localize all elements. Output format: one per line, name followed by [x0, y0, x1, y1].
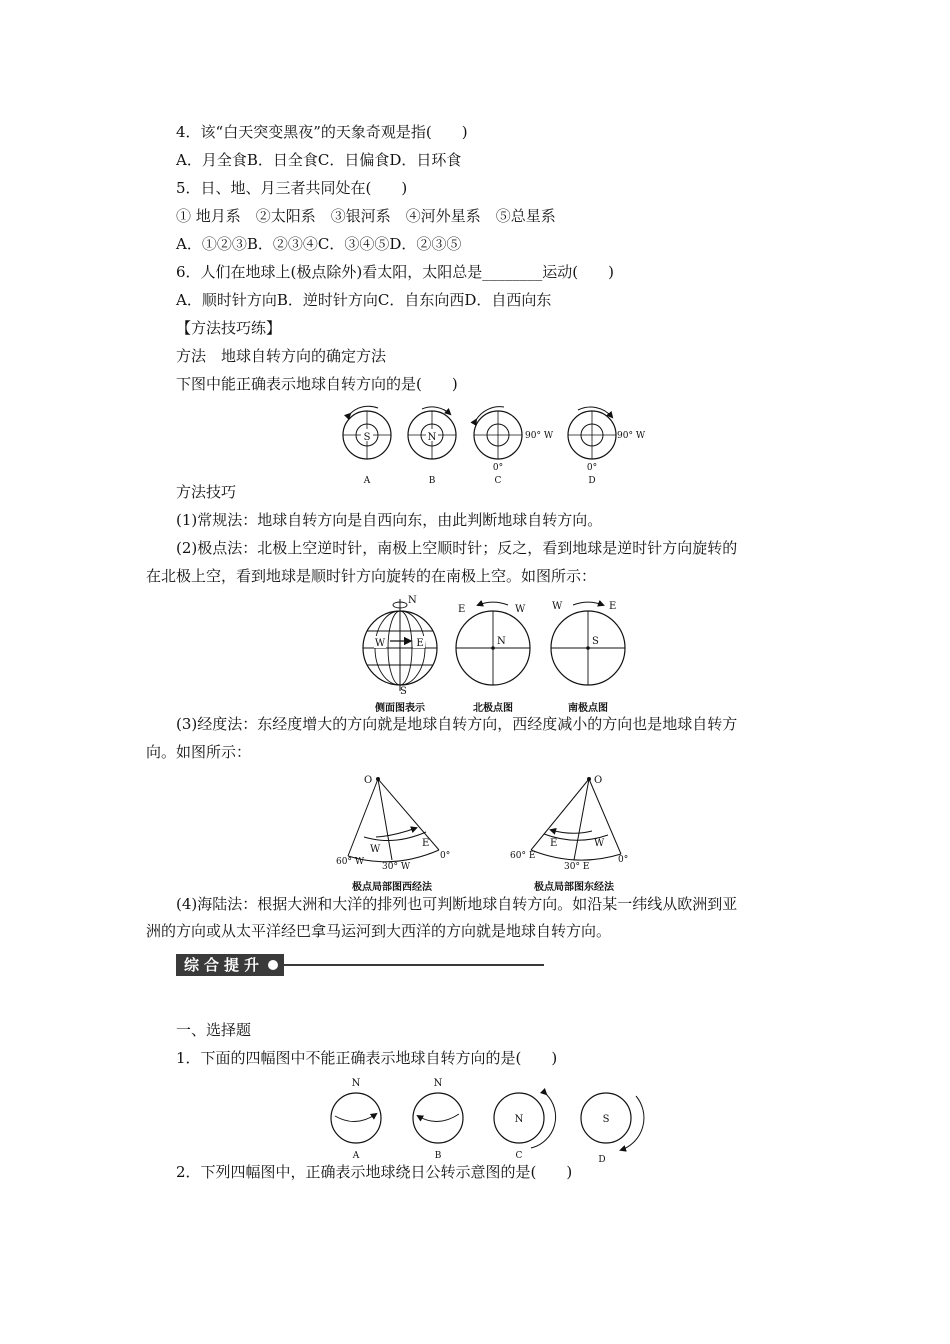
- rotation-options-figure: [330, 400, 660, 488]
- section-divider: [284, 964, 544, 966]
- tip-3-line-2: 向。如图所示：: [146, 743, 252, 761]
- north-label: N: [433, 1078, 443, 1089]
- west-label: W: [370, 844, 381, 855]
- figure-c-diagram: [474, 407, 554, 473]
- east-label: E: [422, 838, 430, 849]
- north-pole-view: [456, 602, 530, 685]
- figure-d-diagram: [568, 407, 646, 473]
- question-5: 5．日、地、月三者共同处在( ): [176, 179, 408, 197]
- south-label: S: [400, 686, 407, 697]
- north-pole-label: N: [514, 1114, 524, 1125]
- longitude-0-label: 0°: [440, 851, 451, 861]
- west-label: W: [515, 604, 526, 615]
- origin-label: O: [364, 775, 373, 786]
- figure-a-diagram: [343, 406, 391, 459]
- question-5-options: A．①②③B．②③④C．③④⑤D．②③⑤: [176, 235, 462, 253]
- longitude-60e-label: 60° E: [510, 851, 536, 861]
- longitude-sector-figure: [336, 768, 656, 894]
- caption-north-pole: 北极点图: [473, 703, 513, 714]
- exercise-question-1: 1．下面的四幅图中不能正确表示地球自转方向的是( ): [176, 1049, 558, 1067]
- question-6-options: A．顺时针方向B．逆时针方向C．自东向西D．自西向东: [176, 291, 552, 309]
- bullet-icon: [268, 960, 278, 970]
- west-longitude-sector: [336, 775, 450, 872]
- longitude-60w-label: 60° W: [336, 857, 365, 867]
- question-4-options: A．月全食B．日全食C．日偏食D．日环食: [176, 151, 462, 169]
- tip-3-line-1: (3)经度法：东经度增大的方向就是地球自转方向，西经度减小的方向也是地球自转方: [176, 715, 738, 733]
- figure-label-d: D: [588, 476, 596, 486]
- west-label: W: [594, 838, 605, 849]
- south-pole-label: S: [363, 432, 371, 443]
- north-pole-label: N: [427, 432, 437, 443]
- caption-west-longitude: 极点局部图西经法: [352, 882, 432, 893]
- figure-label-b: B: [434, 1151, 442, 1161]
- exercise-figure-d: [581, 1093, 644, 1150]
- tip-4-line-1: (4)海陆法：根据大洲和大洋的排列也可判断地球自转方向。如沿某一纬线从欧洲到亚: [176, 895, 738, 913]
- question-5-items: ① 地月系 ②太阳系 ③银河系 ④河外星系 ⑤总星系: [176, 207, 556, 225]
- east-label: E: [550, 838, 558, 849]
- method-heading: 【方法技巧练】: [176, 319, 282, 337]
- meridian-90w-label: 90° W: [525, 431, 554, 441]
- west-label: W: [374, 638, 386, 649]
- figure-label-c: C: [515, 1151, 523, 1161]
- origin-label: O: [594, 775, 603, 786]
- north-label: N: [351, 1078, 361, 1089]
- longitude-0-label: 0°: [618, 855, 629, 865]
- caption-east-longitude: 极点局部图东经法: [534, 882, 614, 893]
- east-longitude-sector: [510, 775, 628, 872]
- meridian-0-label: 0°: [586, 463, 598, 473]
- meridian-90w-label: 90° W: [617, 431, 646, 441]
- north-label: N: [408, 595, 417, 606]
- tip-1: (1)常规法：地球自转方向是自西向东，由此判断地球自转方向。: [176, 511, 603, 529]
- section-banner-label-box: [176, 954, 284, 976]
- tips-title: 方法技巧: [176, 483, 237, 501]
- caption-south-pole: 南极点图: [568, 703, 608, 714]
- west-label: W: [552, 601, 563, 612]
- rotation-exercise-figure: [326, 1074, 656, 1166]
- tip-4-line-2: 洲的方向或从太平洋经巴拿马运河到大西洋的方向就是地球自转方向。: [146, 922, 612, 940]
- method-question: 下图中能正确表示地球自转方向的是( ): [176, 375, 458, 393]
- longitude-30w-label: 30° W: [382, 862, 411, 872]
- east-label: E: [416, 638, 424, 649]
- exercise-figure-b: [413, 1078, 463, 1143]
- question-6: 6．人们在地球上(极点除外)看太阳，太阳总是________运动( ): [176, 263, 614, 281]
- figure-label-b: B: [428, 476, 436, 486]
- pole-view-figure: [330, 593, 650, 715]
- question-4: 4．该“白天突变黑夜”的天象奇观是指( ): [176, 123, 468, 141]
- figure-b-diagram: [408, 407, 456, 459]
- caption-side-view: 侧面图表示: [375, 703, 425, 714]
- figure-label-d: D: [598, 1155, 606, 1165]
- south-pole-center-label: S: [592, 636, 599, 647]
- method-title: 方法 地球自转方向的确定方法: [176, 347, 387, 365]
- exercise-figure-c: [494, 1093, 556, 1148]
- south-pole-view: [551, 601, 625, 685]
- figure-label-a: A: [363, 476, 371, 486]
- longitude-30e-label: 30° E: [564, 862, 590, 872]
- figure-label-a: A: [352, 1151, 360, 1161]
- tip-2-line-1: (2)极点法：北极上空逆时针，南极上空顺时针；反之，看到地球是逆时针方向旋转的: [176, 539, 738, 557]
- north-pole-center-label: N: [497, 636, 506, 647]
- meridian-0-label: 0°: [492, 463, 504, 473]
- exercise-question-2: 2．下列四幅图中，正确表示地球绕日公转示意图的是( ): [176, 1163, 573, 1181]
- figure-label-c: C: [494, 476, 502, 486]
- east-label: E: [458, 604, 466, 615]
- exercise-heading: 一、选择题: [176, 1021, 252, 1039]
- exercise-figure-a: [331, 1078, 381, 1143]
- section-banner-title: 综合提升: [184, 956, 265, 974]
- side-view-globe: [363, 595, 437, 697]
- south-pole-label: S: [602, 1114, 610, 1125]
- tip-2-line-2: 在北极上空，看到地球是顺时针方向旋转的在南极上空。如图所示：: [146, 567, 597, 585]
- east-label: E: [609, 601, 617, 612]
- section-banner: [176, 954, 544, 976]
